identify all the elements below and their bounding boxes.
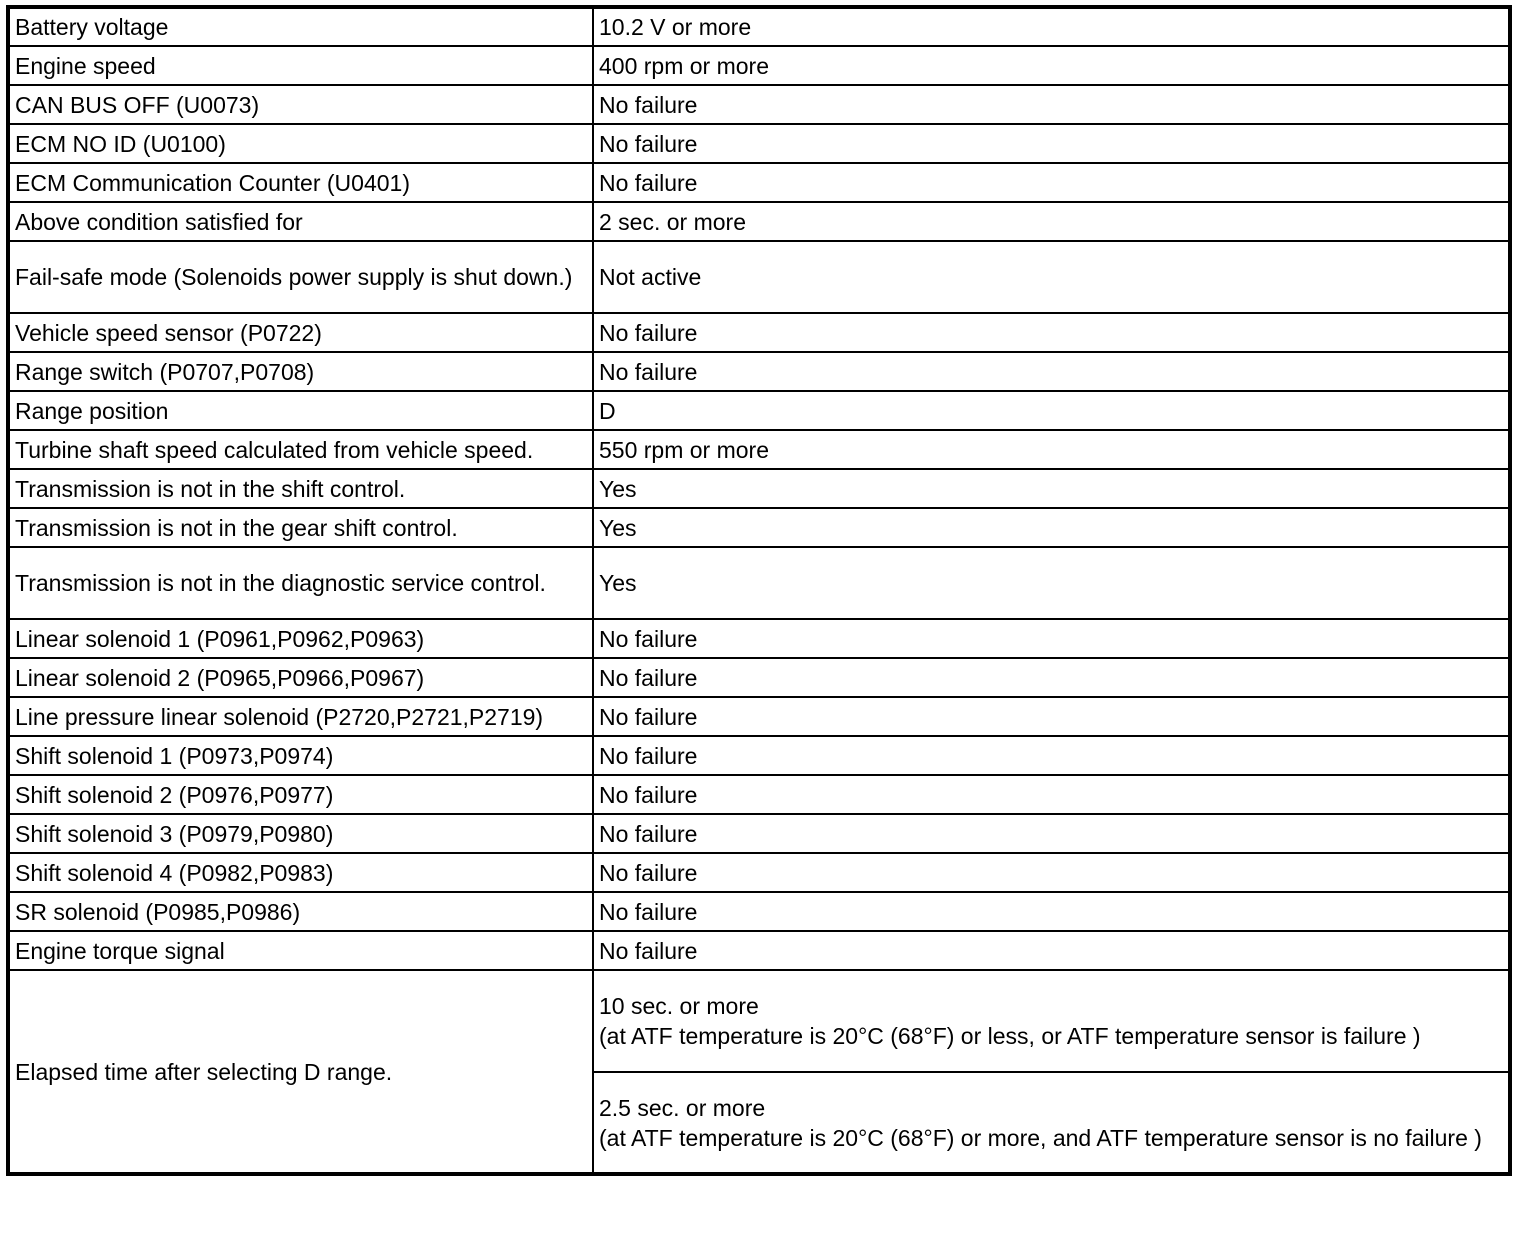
table-row (8, 124, 1510, 163)
value-note: (at ATF temperature is 20°C (68°F) or less, or ATF temperature sensor is failure ) (599, 1023, 1421, 1049)
value-cell: No failure (593, 85, 1510, 124)
value-cell: No failure (593, 163, 1510, 202)
value-cell: Yes (593, 508, 1510, 547)
condition-cell: ECM Communication Counter (U0401) (8, 163, 593, 202)
condition-cell: Engine torque signal (8, 931, 593, 970)
value-cell: No failure (593, 814, 1510, 853)
value-cell: No failure (593, 892, 1510, 931)
table-row (8, 775, 1510, 814)
value-cell: Yes (593, 547, 1510, 619)
condition-cell: Range position (8, 391, 593, 430)
condition-cell: Above condition satisfied for (8, 202, 593, 241)
condition-cell: CAN BUS OFF (U0073) (8, 85, 593, 124)
value-cell: No failure (593, 352, 1510, 391)
condition-cell: Fail-safe mode (Solenoids power supply is shut down.) (8, 241, 593, 313)
value-cell: No failure (593, 931, 1510, 970)
value-line: 2.5 sec. or more (599, 1094, 766, 1121)
table-row (8, 970, 1510, 1072)
value-cell: 550 rpm or more (593, 430, 1510, 469)
value-cell: No failure (593, 736, 1510, 775)
condition-cell: Battery voltage (8, 7, 593, 46)
table-row (8, 658, 1510, 697)
table-row (8, 853, 1510, 892)
table-row (8, 85, 1510, 124)
table-row (8, 736, 1510, 775)
value-cell: No failure (593, 697, 1510, 736)
table-row (8, 547, 1510, 619)
table-row (8, 313, 1510, 352)
condition-cell: Shift solenoid 1 (P0973,P0974) (8, 736, 593, 775)
conditions-table-body (8, 7, 1510, 1174)
value-cell: Yes (593, 469, 1510, 508)
value-cell: 2 sec. or more (593, 202, 1510, 241)
condition-cell: Linear solenoid 2 (P0965,P0966,P0967) (8, 658, 593, 697)
table-row (8, 391, 1510, 430)
condition-cell: Shift solenoid 3 (P0979,P0980) (8, 814, 593, 853)
value-cell: Not active (593, 241, 1510, 313)
condition-cell: ECM NO ID (U0100) (8, 124, 593, 163)
table-row (8, 241, 1510, 313)
condition-cell: Engine speed (8, 46, 593, 85)
table-row (8, 163, 1510, 202)
value-cell: No failure (593, 619, 1510, 658)
condition-cell: Shift solenoid 2 (P0976,P0977) (8, 775, 593, 814)
value-cell (593, 970, 1510, 1072)
table-row (8, 892, 1510, 931)
value-cell: No failure (593, 124, 1510, 163)
value-cell: No failure (593, 313, 1510, 352)
value-cell: D (593, 391, 1510, 430)
condition-cell: SR solenoid (P0985,P0986) (8, 892, 593, 931)
condition-cell: Range switch (P0707,P0708) (8, 352, 593, 391)
table-row (8, 430, 1510, 469)
value-cell: No failure (593, 853, 1510, 892)
condition-cell: Turbine shaft speed calculated from vehicle speed. (8, 430, 593, 469)
value-cell: No failure (593, 775, 1510, 814)
value-line: 10 sec. or more (599, 993, 759, 1019)
value-cell (593, 1072, 1510, 1174)
condition-cell: Elapsed time after selecting D range. (8, 970, 593, 1174)
conditions-table (6, 5, 1512, 1176)
value-cell: 400 rpm or more (593, 46, 1510, 85)
condition-cell: Shift solenoid 4 (P0982,P0983) (8, 853, 593, 892)
condition-cell: Transmission is not in the shift control. (8, 469, 593, 508)
table-row (8, 469, 1510, 508)
condition-cell: Linear solenoid 1 (P0961,P0962,P0963) (8, 619, 593, 658)
value-cell: No failure (593, 658, 1510, 697)
table-row (8, 202, 1510, 241)
value-cell: 10.2 V or more (593, 7, 1510, 46)
condition-cell: Vehicle speed sensor (P0722) (8, 313, 593, 352)
table-row (8, 7, 1510, 46)
table-row (8, 508, 1510, 547)
value-note: (at ATF temperature is 20°C (68°F) or more, and ATF temperature sensor is no failure ) (599, 1124, 1482, 1151)
table-row (8, 619, 1510, 658)
table-row (8, 697, 1510, 736)
condition-cell: Line pressure linear solenoid (P2720,P2721,P2719) (8, 697, 593, 736)
table-row (8, 46, 1510, 85)
condition-cell: Transmission is not in the gear shift control. (8, 508, 593, 547)
condition-cell: Transmission is not in the diagnostic service control. (8, 547, 593, 619)
table-row (8, 352, 1510, 391)
table-row (8, 814, 1510, 853)
table-row (8, 931, 1510, 970)
